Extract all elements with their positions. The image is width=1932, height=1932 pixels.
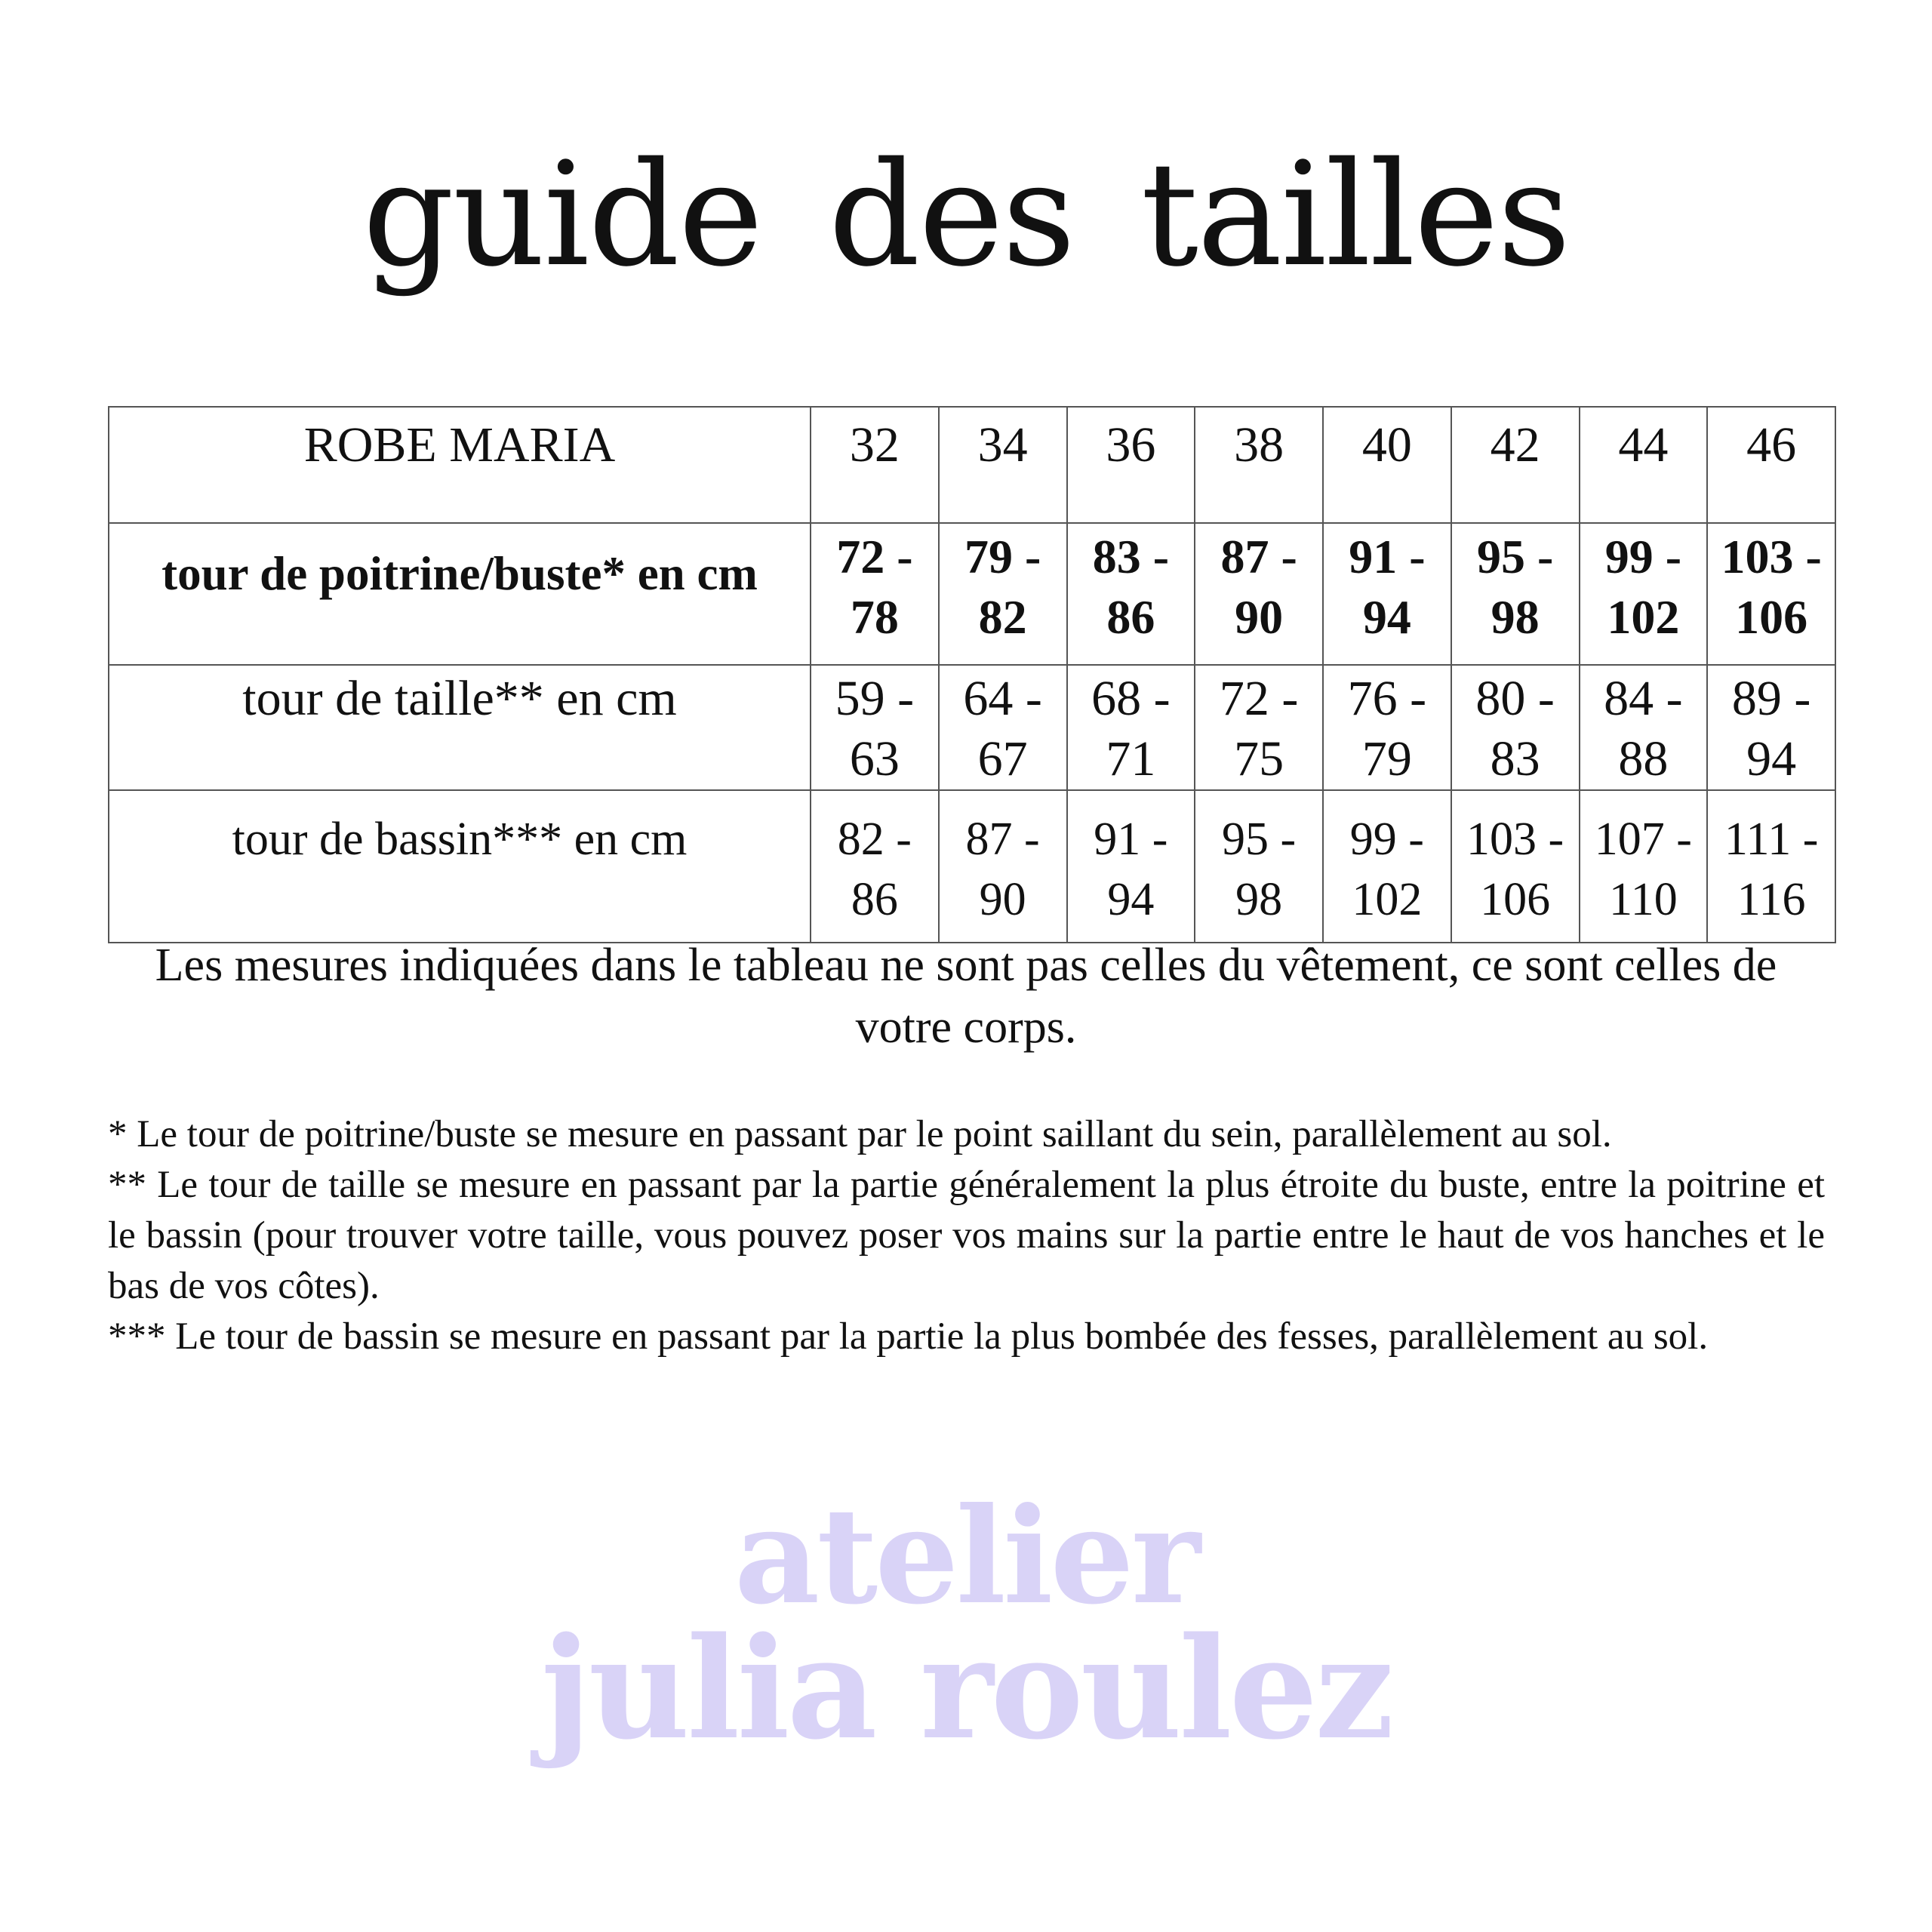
- size-header-cell: 42: [1451, 407, 1580, 523]
- footnote-bust: * Le tour de poitrine/buste se mesure en passant par le point saillant du sein, parallèlement au sol.: [108, 1113, 1612, 1155]
- table-cell: 91 - 94: [1323, 523, 1451, 665]
- table-header-label: ROBE MARIA: [109, 407, 811, 523]
- table-row-bust: [109, 523, 1835, 665]
- table-cell: 103 - 106: [1707, 523, 1835, 665]
- logo-line-2: julia roulez: [540, 1606, 1392, 1770]
- table-cell: 82 - 86: [811, 790, 939, 943]
- table-cell: 89 - 94: [1707, 665, 1835, 790]
- table-cell: 72 - 75: [1195, 665, 1323, 790]
- table-cell: 84 - 88: [1580, 665, 1708, 790]
- size-header-cell: 38: [1195, 407, 1323, 523]
- row-label-bust: tour de poitrine/buste* en cm: [109, 523, 811, 665]
- size-header-cell: 32: [811, 407, 939, 523]
- table-cell: 79 - 82: [939, 523, 1067, 665]
- footnote-hip: *** Le tour de bassin se mesure en passant par la partie la plus bombée des fesses, parallèlement au sol.: [108, 1315, 1709, 1358]
- footnote-waist: ** Le tour de taille se mesure en passant par la partie généralement la plus étroite du buste, entre la poitrine et le bassin (pour trouver votre taille, vous pouvez poser vos mains sur la partie entre le haut de vos hanches et le bas de vos côtes).: [108, 1164, 1825, 1307]
- table-header-row: [109, 407, 1835, 523]
- size-header-cell: 34: [939, 407, 1067, 523]
- table-cell: 87 - 90: [1195, 523, 1323, 665]
- logo-line-1: atelier: [734, 1479, 1198, 1634]
- table-cell: 95 - 98: [1451, 523, 1580, 665]
- table-cell: 68 - 71: [1067, 665, 1195, 790]
- table-cell: 91 - 94: [1067, 790, 1195, 943]
- size-header-cell: 44: [1580, 407, 1708, 523]
- size-table: [108, 406, 1836, 943]
- table-cell: 59 - 63: [811, 665, 939, 790]
- table-row-waist: [109, 665, 1835, 790]
- table-cell: 103 - 106: [1451, 790, 1580, 943]
- size-header-cell: 36: [1067, 407, 1195, 523]
- table-cell: 107 - 110: [1580, 790, 1708, 943]
- row-label-hip: tour de bassin*** en cm: [109, 790, 811, 943]
- table-cell: 87 - 90: [939, 790, 1067, 943]
- brand-logo: [0, 1479, 1932, 1770]
- table-cell: 76 - 79: [1323, 665, 1451, 790]
- table-cell: 111 - 116: [1707, 790, 1835, 943]
- size-header-cell: 46: [1707, 407, 1835, 523]
- table-cell: 99 - 102: [1580, 523, 1708, 665]
- table-cell: 99 - 102: [1323, 790, 1451, 943]
- table-cell: 95 - 98: [1195, 790, 1323, 943]
- table-row-hip: [109, 790, 1835, 943]
- size-header-cell: 40: [1323, 407, 1451, 523]
- page-title: guide des tailles: [362, 131, 1570, 298]
- table-cell: 64 - 67: [939, 665, 1067, 790]
- table-cell: 80 - 83: [1451, 665, 1580, 790]
- table-cell: 72 - 78: [811, 523, 939, 665]
- row-label-waist: tour de taille** en cm: [109, 665, 811, 790]
- table-cell: 83 - 86: [1067, 523, 1195, 665]
- footnotes: [108, 1109, 1825, 1362]
- measurement-note: Les mesures indiquées dans le tableau ne sont pas celles du vêtement, ce sont celles de votre corps.: [155, 940, 1777, 1053]
